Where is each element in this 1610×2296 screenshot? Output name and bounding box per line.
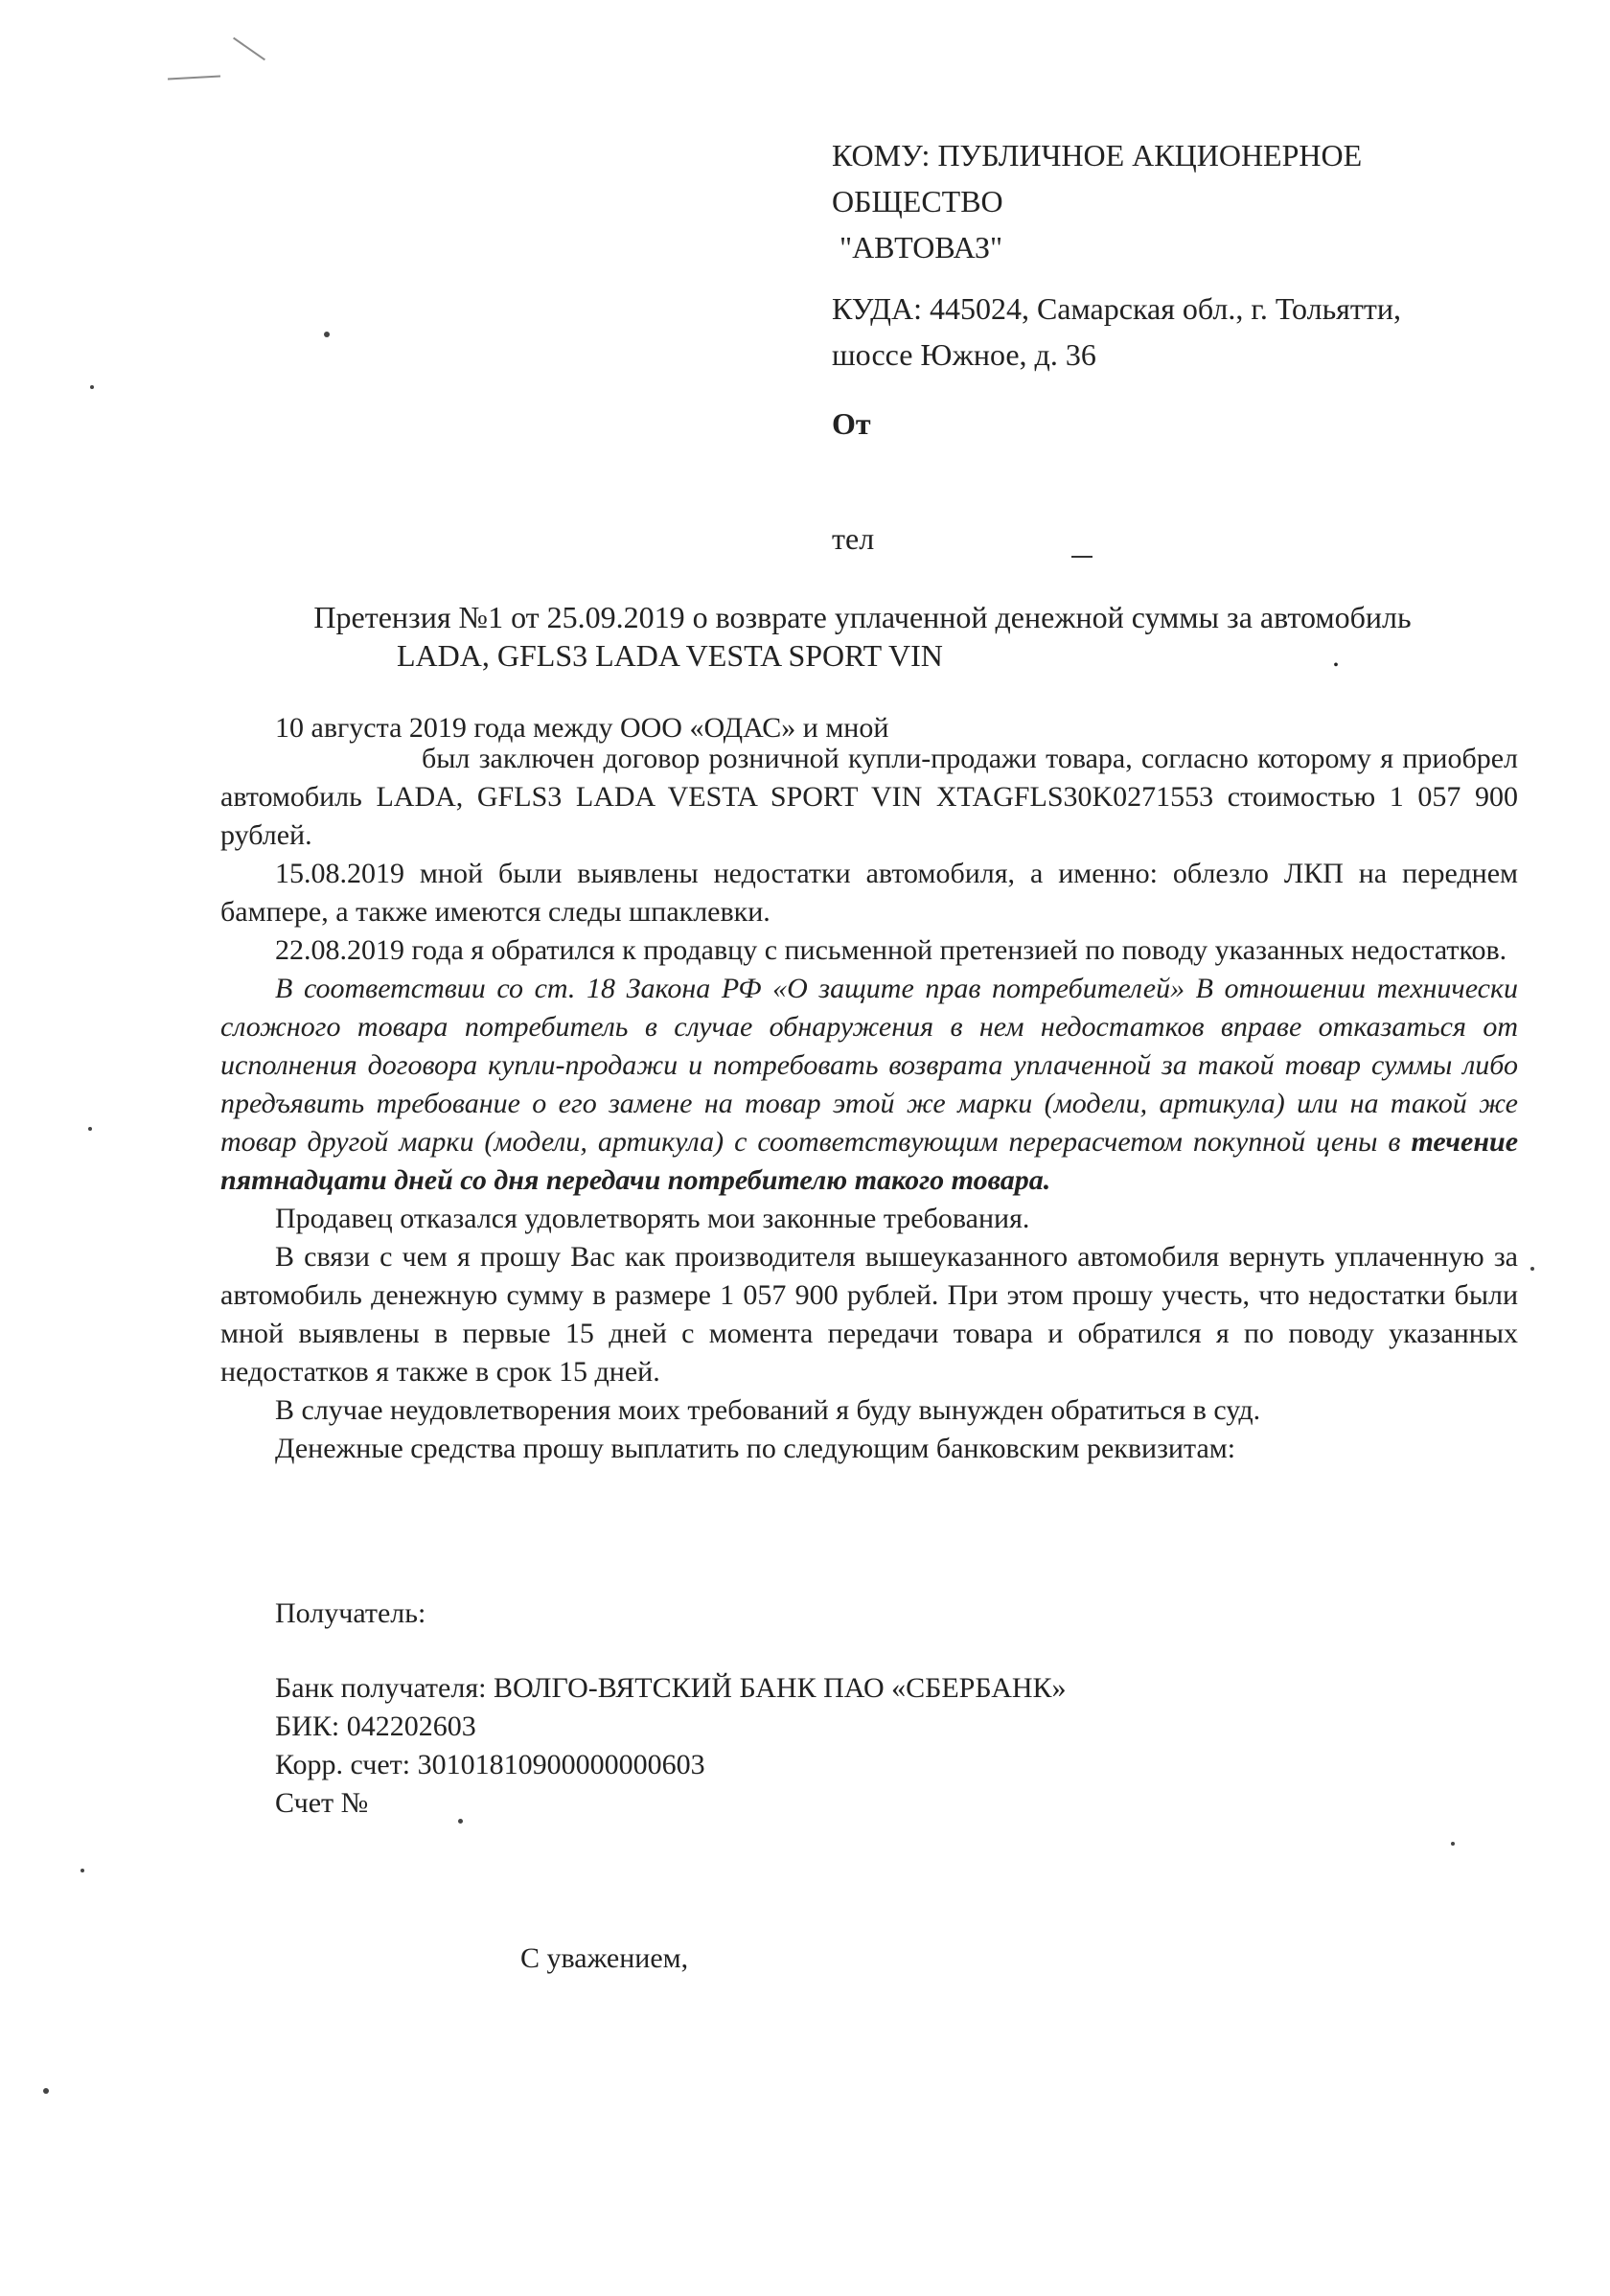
paragraph-3: 22.08.2019 года я обратился к продавцу с письменной претензией по поводу указанных недостатков. xyxy=(275,934,1507,966)
where-line-1: КУДА: 445024, Самарская обл., г. Тольятти, xyxy=(832,291,1401,326)
scan-mark xyxy=(168,76,220,80)
scan-dot xyxy=(88,1127,92,1131)
scan-dot xyxy=(1451,1842,1455,1846)
bik: БИК: 042202603 xyxy=(275,1711,476,1742)
paragraph-1: был заключен договор розничной купли-продажи товара, согласно которому я приобрел автомобиль LADA, GFLS3 LADA VESTA SPORT VIN XTAGFLS30K0271553 стоимостью 1 057 900 рублей. xyxy=(220,743,1518,851)
paragraph-4 xyxy=(220,970,1518,1200)
scan-dot xyxy=(324,332,330,337)
account-number: Счет № xyxy=(275,1787,369,1819)
recipient-label: Получатель: xyxy=(275,1597,426,1629)
to-line-2: ОБЩЕСТВО xyxy=(832,184,1003,218)
scan-dot xyxy=(80,1869,84,1872)
bank-details xyxy=(275,1669,1425,1823)
title-line-1: Претензия №1 от 25.09.2019 о возврате уплаченной денежной суммы за автомобиль xyxy=(313,600,1412,634)
document-title xyxy=(230,598,1495,636)
letter-body xyxy=(220,709,1518,1468)
title-line-2-wrap xyxy=(397,636,943,675)
title-line-2-end: . xyxy=(1332,638,1340,673)
title-line-2: LADA, GFLS3 LADA VESTA SPORT VIN xyxy=(397,638,943,673)
tel-label: тел xyxy=(832,521,875,556)
paragraph-6: В связи с чем я прошу Вас как производителя вышеуказанного автомобиля вернуть уплаченную за автомобиль денежную сумму в размере 1 057 900 рублей. При этом прошу учесть, что недостатки были мной выявлены в первые 15 дней с момента передачи товара и обратился я по поводу указанных недостатков я также в срок 15 дней. xyxy=(220,1241,1518,1388)
closing: С уважением, xyxy=(520,1942,689,1974)
paragraph-4-bold: течение пятнадцати дней со дня передачи потребителю такого товара. xyxy=(220,1126,1519,1196)
paragraph-2: 15.08.2019 мной были выявлены недостатки автомобиля, а именно: облезло ЛКП на переднем бампере, а также имеются следы шпаклевки. xyxy=(220,858,1518,928)
where-line-2: шоссе Южное, д. 36 xyxy=(832,337,1096,372)
to-line-1: КОМУ: ПУБЛИЧНОЕ АКЦИОНЕРНОЕ xyxy=(832,138,1363,172)
to-line-3: "АВТОВАЗ" xyxy=(840,230,1003,264)
bank-name: Банк получателя: ВОЛГО-ВЯТСКИЙ БАНК ПАО «СБЕРБАНК» xyxy=(275,1672,1067,1704)
paragraph-8: Денежные средства прошу выплатить по следующим банковским реквизитам: xyxy=(275,1433,1236,1464)
scan-mark xyxy=(233,37,265,61)
address-block xyxy=(832,286,1522,378)
addressee-block xyxy=(832,132,1522,270)
paragraph-4-italic: В соответствии со ст. 18 Закона РФ «О защите прав потребителей» В отношении технически сложного товара потребитель в случае обнаружения в нем недостатков вправе отказаться от исполнения договора купли-продажи и потребовать возврата уплаченной за такой товар суммы либо предъявить требование о его замене на товар этой же марки (модели, артикула) или на такой же товар другой марки (модели, артикула) с соответствующим перерасчетом покупной цены в xyxy=(220,973,1518,1158)
tel-dash xyxy=(1071,556,1092,558)
paragraph-1-line-1: 10 августа 2019 года между ООО «ОДАС» и мной xyxy=(275,712,889,744)
paragraph-5: Продавец отказался удовлетворять мои законные требования. xyxy=(275,1203,1030,1234)
from-label: От xyxy=(832,406,871,441)
corr-account: Корр. счет: 30101810900000000603 xyxy=(275,1749,705,1780)
scan-dot xyxy=(1530,1267,1534,1271)
scan-dot xyxy=(43,2088,49,2094)
scan-dot xyxy=(90,385,94,389)
paragraph-7: В случае неудовлетворения моих требований я буду вынужден обратиться в суд. xyxy=(275,1394,1261,1426)
